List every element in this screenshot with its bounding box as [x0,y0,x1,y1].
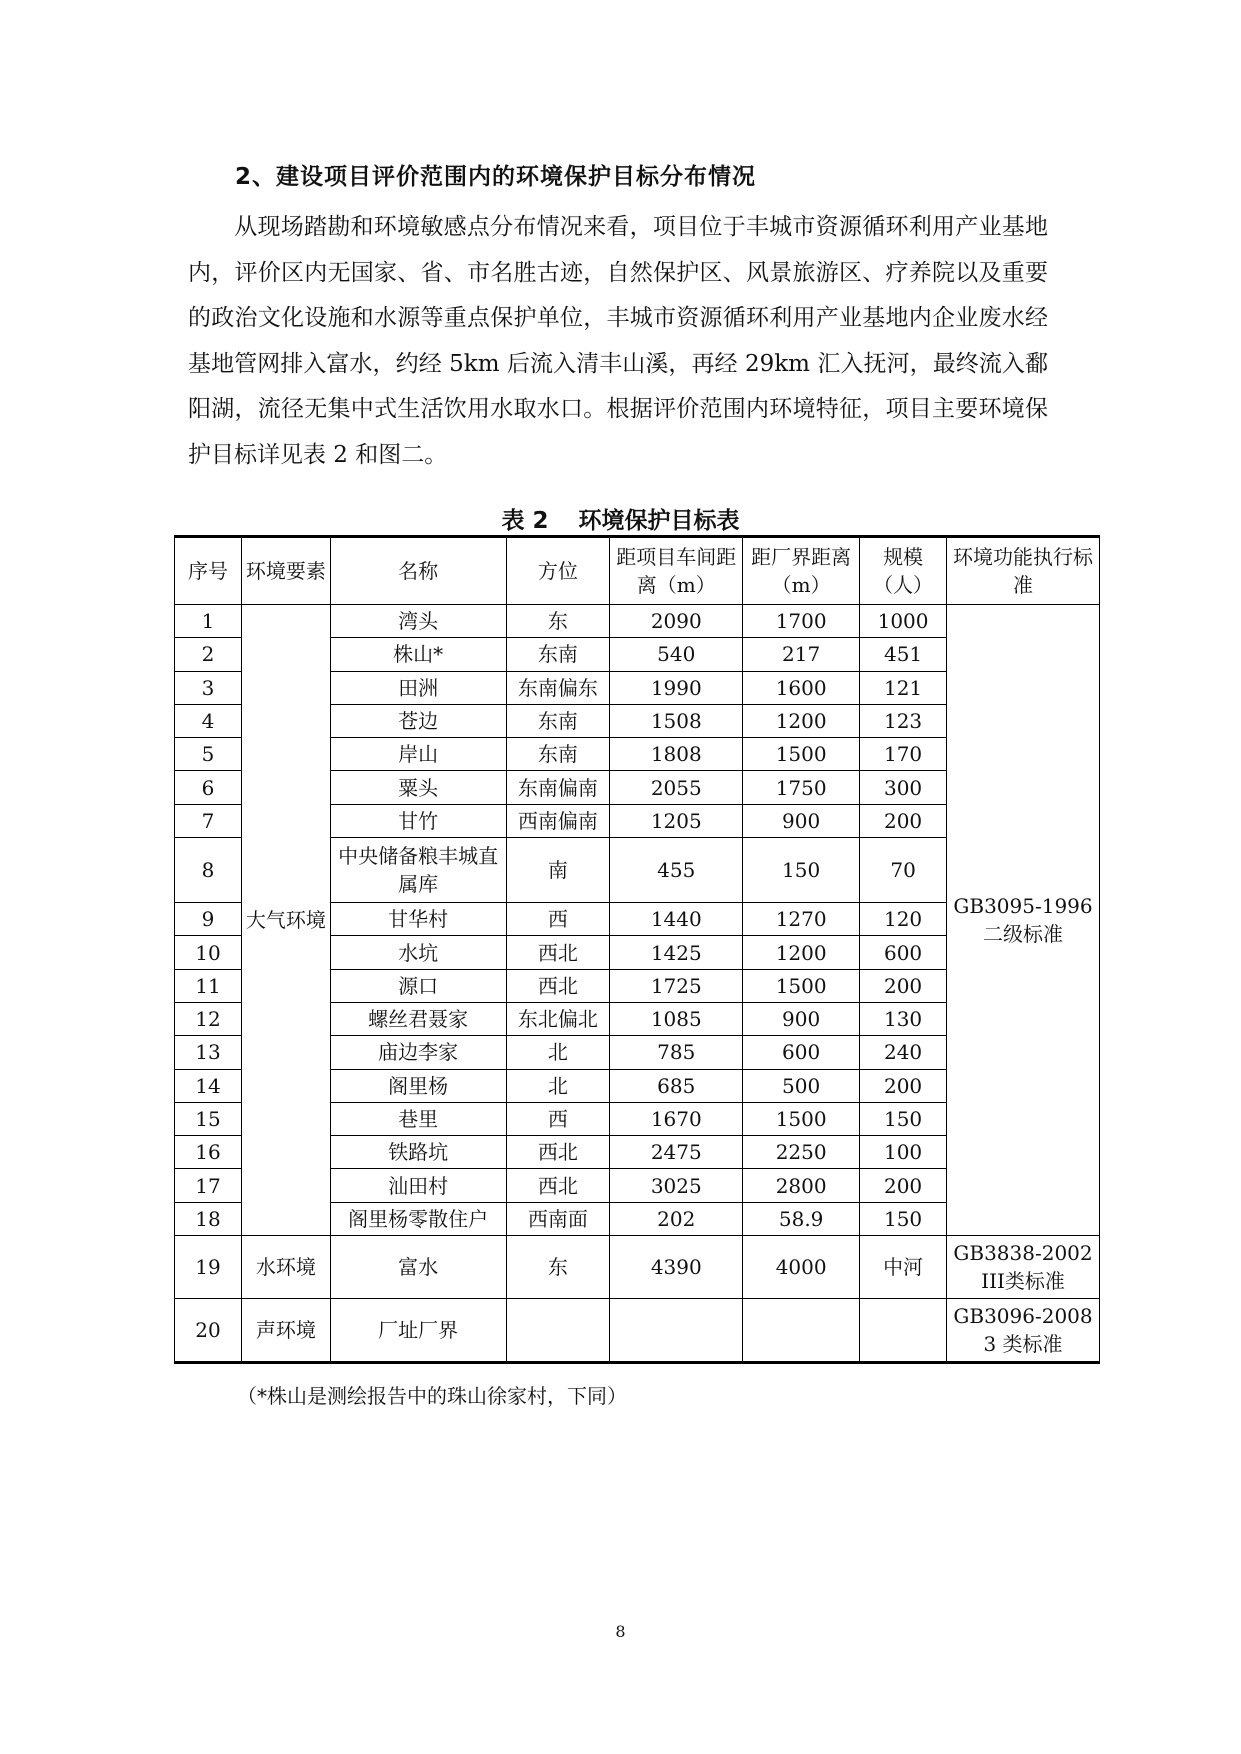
cell-direction: 东南偏南 [506,771,610,804]
cell-seq: 19 [175,1236,242,1299]
cell-dist-boundary: 1500 [743,1102,860,1135]
cell-scale: 240 [860,1036,947,1069]
cell-name: 铁路坑 [330,1136,506,1169]
cell-dist-workshop: 2055 [610,771,743,804]
cell-dist-workshop: 685 [610,1069,743,1102]
cell-name: 田洲 [330,671,506,704]
cell-direction: 西 [506,1102,610,1135]
cell-direction: 西北 [506,1136,610,1169]
cell-direction: 东南 [506,704,610,737]
cell-name: 湾头 [330,605,506,638]
cell-dist-workshop: 1670 [610,1102,743,1135]
cell-name: 株山* [330,638,506,671]
cell-element: 水环境 [241,1236,330,1299]
cell-dist-boundary: 500 [743,1069,860,1102]
cell-name: 甘竹 [330,804,506,837]
cell-dist-workshop: 1508 [610,704,743,737]
cell-direction: 东南偏东 [506,671,610,704]
cell-standard-air: GB3095-1996 二级标准 [947,605,1100,1236]
cell-dist-boundary: 58.9 [743,1202,860,1235]
header-standard: 环境功能执行标准 [947,537,1100,605]
cell-seq: 20 [175,1299,242,1363]
cell-scale: 100 [860,1136,947,1169]
cell-dist-workshop: 1425 [610,936,743,969]
header-dist-workshop: 距项目车间距离（m） [610,537,743,605]
cell-scale: 123 [860,704,947,737]
table-caption-number: 表 2 [501,508,549,534]
cell-direction: 西北 [506,1169,610,1202]
cell-standard: GB3838-2002 III类标准 [947,1236,1100,1299]
cell-dist-workshop [610,1299,743,1363]
cell-seq: 11 [175,969,242,1002]
cell-scale: 1000 [860,605,947,638]
cell-dist-workshop: 2090 [610,605,743,638]
table-row [175,1299,1100,1363]
cell-name: 粟头 [330,771,506,804]
cell-seq: 6 [175,771,242,804]
cell-name: 阁里杨零散住户 [330,1202,506,1235]
cell-dist-boundary: 1200 [743,936,860,969]
table-footnote: （*株山是测绘报告中的珠山徐家村，下同） [237,1384,627,1408]
cell-scale: 120 [860,903,947,936]
cell-dist-workshop: 1440 [610,903,743,936]
cell-direction: 西南面 [506,1202,610,1235]
cell-name: 甘华村 [330,903,506,936]
table-row [175,1236,1100,1299]
cell-seq: 13 [175,1036,242,1069]
cell-direction: 东 [506,1236,610,1299]
cell-name: 岸山 [330,738,506,771]
cell-seq: 2 [175,638,242,671]
cell-name: 庙边李家 [330,1036,506,1069]
header-scale: 规模（人） [860,537,947,605]
cell-name: 中央储备粮丰城直属库 [330,838,506,903]
header-direction: 方位 [506,537,610,605]
cell-dist-boundary [743,1299,860,1363]
cell-direction: 北 [506,1069,610,1102]
cell-scale: 200 [860,1169,947,1202]
cell-direction [506,1299,610,1363]
cell-dist-workshop: 1085 [610,1002,743,1035]
header-name: 名称 [330,537,506,605]
cell-name: 汕田村 [330,1169,506,1202]
cell-dist-workshop: 4390 [610,1236,743,1299]
cell-dist-workshop: 1990 [610,671,743,704]
table-caption [0,502,1241,535]
cell-dist-boundary: 150 [743,838,860,903]
cell-dist-workshop: 3025 [610,1169,743,1202]
cell-direction: 西北 [506,936,610,969]
cell-direction: 西南偏南 [506,804,610,837]
environment-protection-table [174,535,1100,1364]
cell-dist-boundary: 1500 [743,738,860,771]
cell-direction: 西北 [506,969,610,1002]
cell-seq: 5 [175,738,242,771]
cell-dist-boundary: 600 [743,1036,860,1069]
cell-dist-boundary: 1600 [743,671,860,704]
cell-direction: 北 [506,1036,610,1069]
cell-direction: 南 [506,838,610,903]
cell-scale: 130 [860,1002,947,1035]
cell-dist-workshop: 1725 [610,969,743,1002]
cell-dist-workshop: 540 [610,638,743,671]
cell-dist-workshop: 455 [610,838,743,903]
cell-direction: 东 [506,605,610,638]
header-dist-boundary: 距厂界距离（m） [743,537,860,605]
cell-dist-boundary: 4000 [743,1236,860,1299]
cell-name: 富水 [330,1236,506,1299]
cell-seq: 12 [175,1002,242,1035]
cell-element: 声环境 [241,1299,330,1363]
cell-seq: 16 [175,1136,242,1169]
cell-scale: 200 [860,804,947,837]
cell-name: 螺丝君聂家 [330,1002,506,1035]
cell-seq: 3 [175,671,242,704]
table-row [175,605,1100,638]
cell-seq: 7 [175,804,242,837]
cell-scale: 150 [860,1102,947,1135]
table-caption-title: 环境保护目标表 [578,508,740,534]
cell-scale: 600 [860,936,947,969]
cell-dist-workshop: 1808 [610,738,743,771]
cell-scale: 170 [860,738,947,771]
cell-seq: 15 [175,1102,242,1135]
cell-direction: 东南 [506,738,610,771]
cell-dist-boundary: 1270 [743,903,860,936]
cell-seq: 9 [175,903,242,936]
cell-element-air: 大气环境 [241,605,330,1236]
cell-scale: 121 [860,671,947,704]
cell-dist-boundary: 1750 [743,771,860,804]
intro-paragraph [188,205,1048,478]
cell-seq: 4 [175,704,242,737]
cell-dist-workshop: 2475 [610,1136,743,1169]
cell-scale [860,1299,947,1363]
cell-seq: 10 [175,936,242,969]
cell-dist-boundary: 900 [743,1002,860,1035]
cell-seq: 1 [175,605,242,638]
cell-direction: 东北偏北 [506,1002,610,1035]
cell-name: 苍边 [330,704,506,737]
table-header-row [175,537,1100,605]
cell-seq: 18 [175,1202,242,1235]
page-number: 8 [615,1622,626,1641]
cell-name: 厂址厂界 [330,1299,506,1363]
cell-scale: 200 [860,969,947,1002]
cell-name: 水坑 [330,936,506,969]
cell-dist-boundary: 217 [743,638,860,671]
cell-dist-workshop: 1205 [610,804,743,837]
cell-standard: GB3096-2008 3 类标准 [947,1299,1100,1363]
cell-direction: 东南 [506,638,610,671]
cell-dist-boundary: 1700 [743,605,860,638]
cell-dist-workshop: 202 [610,1202,743,1235]
cell-seq: 14 [175,1069,242,1102]
cell-scale: 70 [860,838,947,903]
cell-name: 巷里 [330,1102,506,1135]
header-element: 环境要素 [241,537,330,605]
section-heading: 2、建设项目评价范围内的环境保护目标分布情况 [235,164,757,190]
cell-direction: 西 [506,903,610,936]
cell-dist-boundary: 2250 [743,1136,860,1169]
cell-dist-boundary: 2800 [743,1169,860,1202]
cell-name: 源口 [330,969,506,1002]
cell-scale: 300 [860,771,947,804]
paragraph-text: 从现场踏勘和环境敏感点分布情况来看，项目位于丰城市资源循环利用产业基地内，评价区内无国家、省、市名胜古迹，自然保护区、风景旅游区、疗养院以及重要的政治文化设施和水源等重点保护单位，丰城市资源循环利用产业基地内企业废水经基地管网排入富水，约经 5km 后流入清丰山溪，再经 29km 汇入抚河，最终流入鄱阳湖，流径无集中式生活饮用水取水口。根据评价范围内环境特征，项目主要环境保护目标详见表 2 和图二。 [188,214,1048,468]
cell-scale: 中河 [860,1236,947,1299]
cell-scale: 200 [860,1069,947,1102]
cell-dist-boundary: 900 [743,804,860,837]
cell-scale: 150 [860,1202,947,1235]
cell-dist-boundary: 1200 [743,704,860,737]
cell-scale: 451 [860,638,947,671]
cell-seq: 17 [175,1169,242,1202]
cell-seq: 8 [175,838,242,903]
cell-dist-workshop: 785 [610,1036,743,1069]
cell-name: 阁里杨 [330,1069,506,1102]
cell-dist-boundary: 1500 [743,969,860,1002]
header-seq: 序号 [175,537,242,605]
